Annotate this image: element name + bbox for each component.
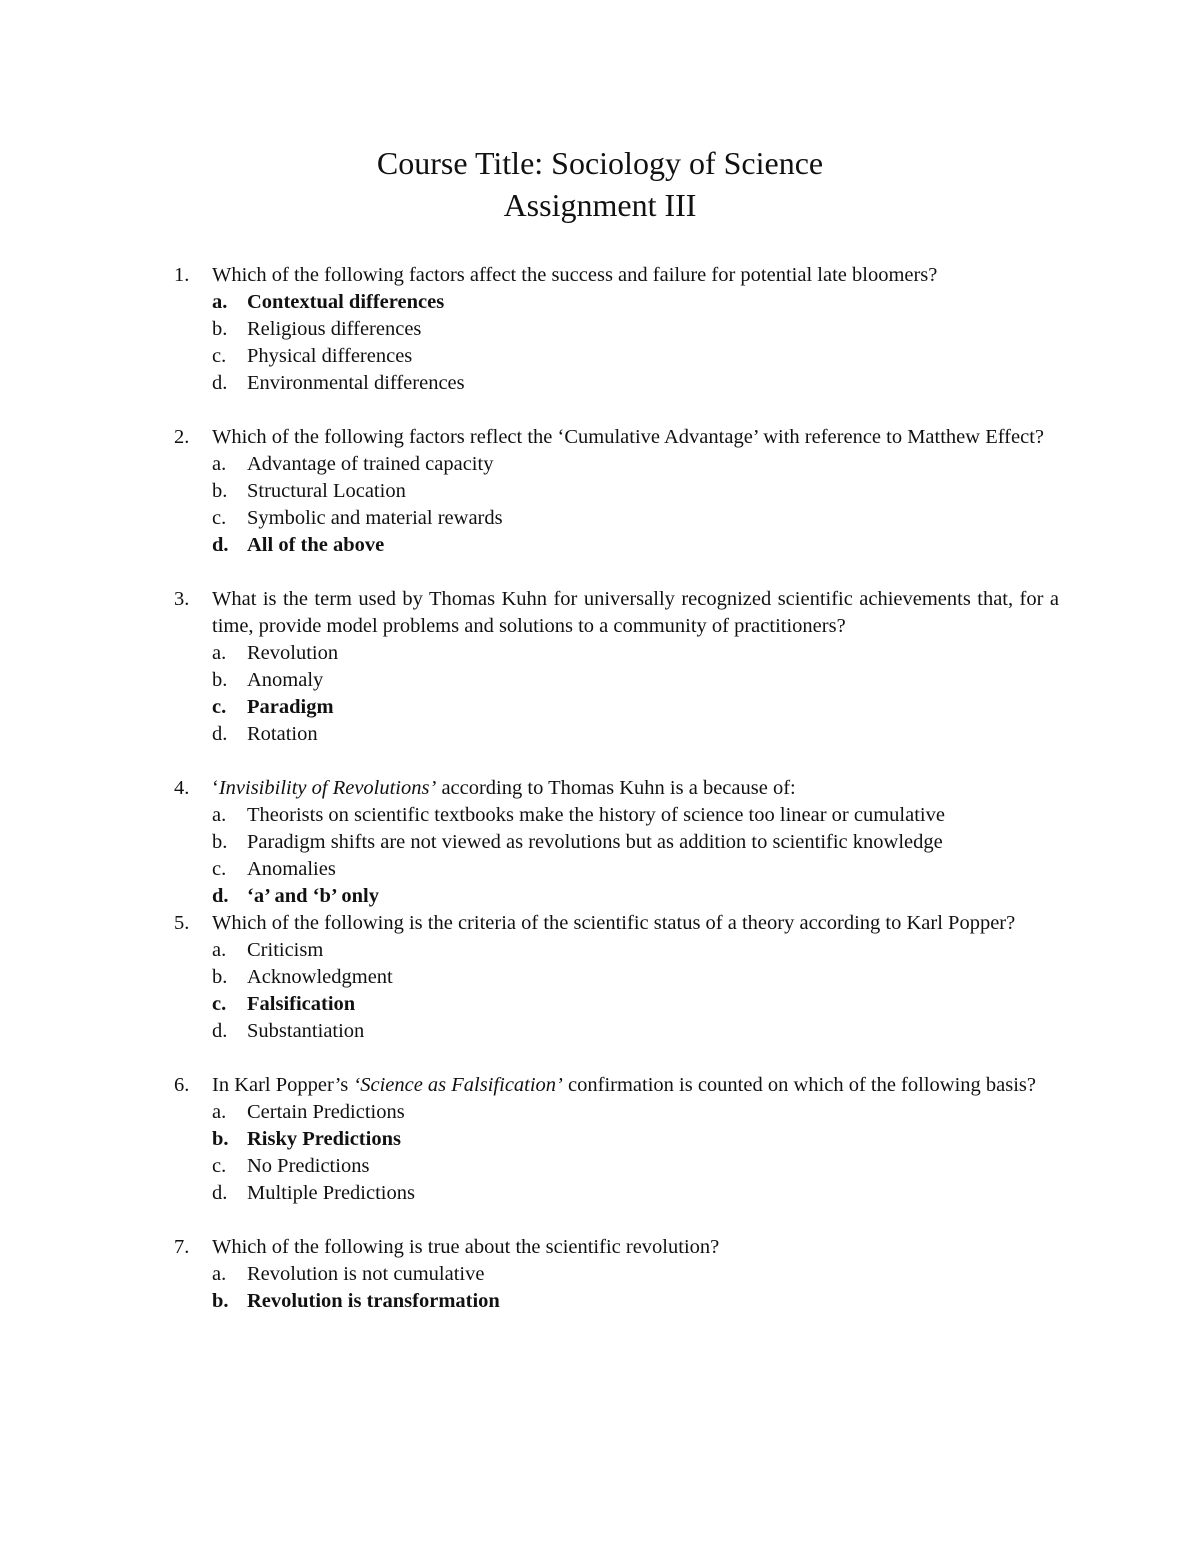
option-a bbox=[212, 937, 1059, 964]
question-number: 4. bbox=[174, 777, 190, 799]
option-letter: a. bbox=[212, 804, 227, 826]
option-letter: b. bbox=[212, 1290, 229, 1312]
option-c bbox=[212, 856, 1059, 883]
option-letter: d. bbox=[212, 1182, 228, 1204]
option-text: Paradigm shifts are not viewed as revolutions but as addition to scientific knowledge bbox=[247, 831, 943, 853]
question-5 bbox=[174, 910, 1059, 1045]
option-d bbox=[212, 1018, 1059, 1045]
option-letter: c. bbox=[212, 696, 227, 718]
option-letter: d. bbox=[212, 372, 228, 394]
option-b bbox=[212, 1288, 1059, 1315]
option-letter: c. bbox=[212, 858, 227, 880]
option-a bbox=[212, 289, 1059, 316]
option-text: No Predictions bbox=[247, 1155, 370, 1177]
option-c bbox=[212, 1153, 1059, 1180]
option-d bbox=[212, 532, 1059, 559]
option-text: Physical differences bbox=[247, 345, 413, 367]
option-b bbox=[212, 829, 1059, 856]
option-letter: c. bbox=[212, 507, 227, 529]
option-text: Risky Predictions bbox=[247, 1128, 401, 1150]
option-letter: a. bbox=[212, 291, 228, 313]
option-a bbox=[212, 1261, 1059, 1288]
option-letter: b. bbox=[212, 1128, 229, 1150]
option-text: Criticism bbox=[247, 939, 324, 961]
question-italic-term: ‘Science as Falsification’ bbox=[353, 1074, 563, 1096]
option-text: Revolution is transformation bbox=[247, 1290, 500, 1312]
option-text: Substantiation bbox=[247, 1020, 365, 1042]
question-text bbox=[212, 1072, 1059, 1099]
option-a bbox=[212, 1099, 1059, 1126]
option-text: Contextual differences bbox=[247, 291, 445, 313]
option-text: Religious differences bbox=[247, 318, 422, 340]
option-b bbox=[212, 316, 1059, 343]
question-number: 7. bbox=[174, 1236, 190, 1258]
option-letter: b. bbox=[212, 966, 228, 988]
option-text: Anomaly bbox=[247, 669, 324, 691]
option-text: All of the above bbox=[247, 534, 385, 556]
option-letter: c. bbox=[212, 1155, 227, 1177]
option-text: Falsification bbox=[247, 993, 356, 1015]
question-text-pre: In Karl Popper’s bbox=[212, 1074, 354, 1096]
question-4 bbox=[174, 775, 1059, 910]
question-text bbox=[212, 775, 1059, 802]
assignment-title: Assignment III bbox=[503, 187, 697, 223]
question-text: Which of the following factors affect the success and failure for potential late bloomers? bbox=[212, 264, 938, 286]
question-text: Which of the following factors reflect the ‘Cumulative Advantage’ with reference to Matthew Effect? bbox=[212, 426, 1045, 448]
option-a bbox=[212, 802, 1059, 829]
option-text: Environmental differences bbox=[247, 372, 465, 394]
option-d bbox=[212, 721, 1059, 748]
option-d bbox=[212, 370, 1059, 397]
option-letter: b. bbox=[212, 669, 228, 691]
option-c bbox=[212, 505, 1059, 532]
question-quote-open: ‘ bbox=[212, 777, 219, 799]
question-1 bbox=[174, 262, 1059, 397]
spacer bbox=[174, 397, 1059, 424]
option-b bbox=[212, 667, 1059, 694]
question-number: 1. bbox=[174, 264, 190, 286]
question-2 bbox=[174, 424, 1059, 559]
option-letter: a. bbox=[212, 1263, 227, 1285]
option-text: Rotation bbox=[247, 723, 318, 745]
option-c bbox=[212, 343, 1059, 370]
question-text: What is the term used by Thomas Kuhn for universally recognized scientific achievements that, for a time, provide model problems and solutions to a community of practitioners? bbox=[212, 588, 1059, 637]
spacer bbox=[174, 559, 1059, 586]
option-text: Certain Predictions bbox=[247, 1101, 405, 1123]
option-text: Anomalies bbox=[247, 858, 336, 880]
option-a bbox=[212, 640, 1059, 667]
option-b bbox=[212, 478, 1059, 505]
option-a bbox=[212, 451, 1059, 478]
option-c bbox=[212, 694, 1059, 721]
option-letter: d. bbox=[212, 885, 229, 907]
spacer bbox=[174, 1207, 1059, 1234]
question-text: Which of the following is the criteria of the scientific status of a theory according to Karl Popper? bbox=[212, 912, 1016, 934]
question-number: 3. bbox=[174, 588, 190, 610]
option-text: Revolution bbox=[247, 642, 339, 664]
question-list bbox=[174, 262, 1059, 1315]
option-d bbox=[212, 883, 1059, 910]
option-b bbox=[212, 964, 1059, 991]
question-text-rest: according to Thomas Kuhn is a because of: bbox=[436, 777, 796, 799]
document-header bbox=[0, 142, 1200, 226]
option-text: Acknowledgment bbox=[247, 966, 393, 988]
option-letter: d. bbox=[212, 1020, 228, 1042]
option-letter: a. bbox=[212, 939, 227, 961]
option-letter: c. bbox=[212, 993, 227, 1015]
option-letter: a. bbox=[212, 453, 227, 475]
option-text: ‘a’ and ‘b’ only bbox=[247, 885, 379, 907]
question-number: 6. bbox=[174, 1074, 190, 1096]
option-letter: b. bbox=[212, 318, 228, 340]
option-letter: d. bbox=[212, 534, 229, 556]
option-text: Theorists on scientific textbooks make the history of science too linear or cumulative bbox=[247, 804, 945, 826]
question-3 bbox=[174, 586, 1059, 748]
spacer bbox=[174, 1045, 1059, 1072]
spacer bbox=[174, 748, 1059, 775]
option-d bbox=[212, 1180, 1059, 1207]
question-text: Which of the following is true about the scientific revolution? bbox=[212, 1236, 720, 1258]
option-text: Structural Location bbox=[247, 480, 406, 502]
option-text: Revolution is not cumulative bbox=[247, 1263, 485, 1285]
option-letter: b. bbox=[212, 480, 228, 502]
option-c bbox=[212, 991, 1059, 1018]
question-number: 5. bbox=[174, 912, 190, 934]
course-title: Course Title: Sociology of Science bbox=[376, 145, 824, 181]
option-letter: a. bbox=[212, 1101, 227, 1123]
option-text: Symbolic and material rewards bbox=[247, 507, 503, 529]
question-7 bbox=[174, 1234, 1059, 1315]
option-b bbox=[212, 1126, 1059, 1153]
question-italic-term: Invisibility of Revolutions’ bbox=[218, 777, 437, 799]
question-number: 2. bbox=[174, 426, 190, 448]
option-letter: b. bbox=[212, 831, 228, 853]
option-text: Multiple Predictions bbox=[247, 1182, 415, 1204]
option-text: Paradigm bbox=[247, 696, 334, 718]
question-6 bbox=[174, 1072, 1059, 1207]
option-letter: d. bbox=[212, 723, 228, 745]
option-letter: c. bbox=[212, 345, 227, 367]
option-text: Advantage of trained capacity bbox=[247, 453, 494, 475]
question-text-rest: confirmation is counted on which of the following basis? bbox=[562, 1074, 1037, 1096]
option-letter: a. bbox=[212, 642, 227, 664]
